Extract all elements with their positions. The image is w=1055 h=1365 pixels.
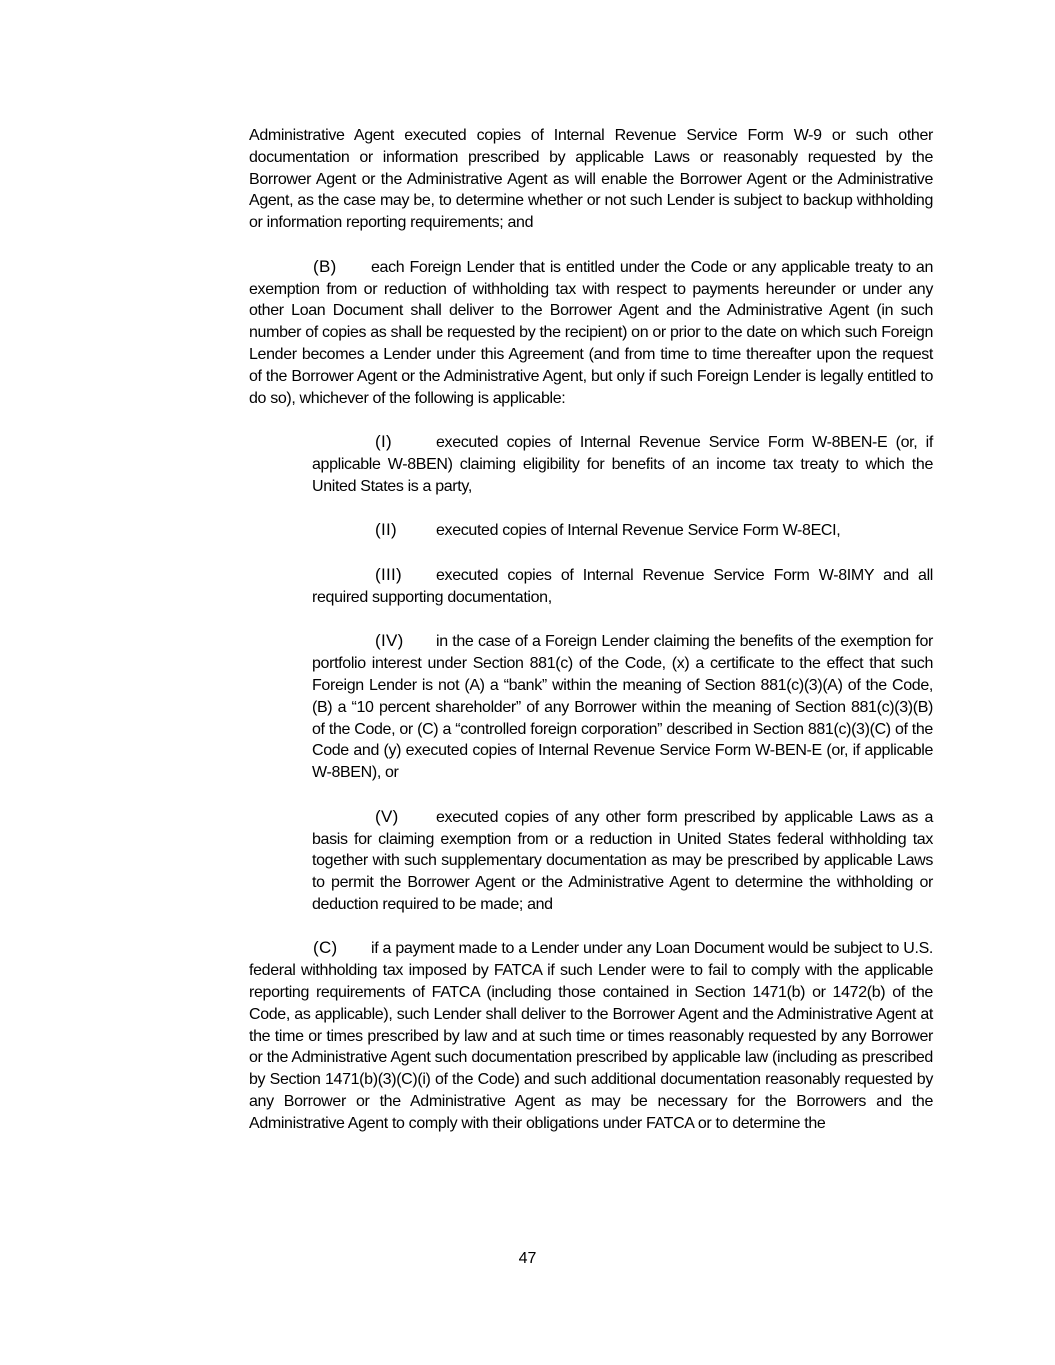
paragraph-text: if a payment made to a Lender under any Loan Document would be subject to U.S. federal withholding tax imposed by FATCA if such Lender were to fail to comply with the applicable reporting requirements of FATCA (including those contained in Section 1471(b) or 1472(b) of the Code, as applicable), such Lender shall deliver to the Borrower Agent and the Administrative Agent at the time or times prescribed by law and at such time or times reasonably requested by any Borrower or the Administrative Agent such documentation prescribed by applicable law (including as prescribed by Section 1471(b)(3)(C)(i) of the Code) and such additional documentation reasonably requested by any Borrower or the Administrative Agent as may be necessary for the Borrowers and the Administrative Agent to comply with their obligations under FATCA or to determine the <box>249 940 933 1132</box>
subparagraph-v <box>312 806 933 916</box>
subparagraph-i <box>312 431 933 497</box>
subparagraph-ii <box>312 519 933 542</box>
subparagraph-iv <box>312 630 933 784</box>
clause-label: (III) <box>375 564 402 584</box>
paragraph-b-foreign-lender <box>249 256 933 410</box>
paragraph-text: each Foreign Lender that is entitled under the Code or any applicable treaty to an exemption from or reduction of withholding tax with respect to payments hereunder or under any other Loan Document shall deliver to the Borrower Agent and the Administrative Agent (in such number of copies as shall be requested by the recipient) on or prior to the date on which such Foreign Lender becomes a Lender under this Agreement (and from time to time thereafter upon the request of the Borrower Agent or the Administrative Agent, but only if such Foreign Lender is legally entitled to do so), whichever of the following is applicable: <box>249 258 933 407</box>
page-number: 47 <box>518 1250 537 1267</box>
clause-label: (V) <box>375 806 399 826</box>
paragraph-c-fatca <box>249 937 933 1134</box>
clause-label: (C) <box>313 938 338 958</box>
paragraph-text: in the case of a Foreign Lender claiming the benefits of the exemption for portfolio interest under Section 881(c) of the Code, (x) a certificate to the effect that such Foreign Lender is not (A) a “bank” within the meaning of Section 881(c)(3)(A) of the Code, (B) a “10 percent shareholder” of any Borrower within the meaning of Section 881(c)(3)(B) of the Code, or (C) a “controlled foreign corporation” described in Section 881(c)(3)(C) of the Code and (y) executed copies of Internal Revenue Service Form W-BEN-E (or, if applicable W-8BEN), or <box>312 633 933 782</box>
paragraph-text: Administrative Agent executed copies of Internal Revenue Service Form W-9 or such other documentation or information prescribed by applicable Laws or reasonably requested by the Borrower Agent or the Administrative Agent as will enable the Borrower Agent or the Administrative Agent, as the case may be, to determine whether or not such Lender is subject to backup withholding or information reporting requirements; and <box>249 127 933 232</box>
clause-label: (II) <box>375 520 397 540</box>
clause-label: (B) <box>313 256 337 276</box>
document-body <box>249 125 933 1135</box>
subparagraph-iii <box>312 564 933 609</box>
paragraph-backup-withholding <box>249 125 933 234</box>
paragraph-text: executed copies of Internal Revenue Service Form W-8BEN-E (or, if applicable W-8BEN) claiming eligibility for benefits of an income tax treaty to which the United States is a party, <box>312 434 933 495</box>
clause-label: (I) <box>375 432 392 452</box>
paragraph-text: executed copies of any other form prescribed by applicable Laws as a basis for claiming exemption from or a reduction in United States federal withholding tax together with such supplementary documentation as may be prescribed by applicable Laws to permit the Borrower Agent or the Administrative Agent to determine the withholding or deduction required to be made; and <box>312 808 933 913</box>
paragraph-text: executed copies of Internal Revenue Service Form W-8ECI, <box>436 522 841 540</box>
paragraph-text: executed copies of Internal Revenue Service Form W-8IMY and all required supporting documentation, <box>312 566 933 606</box>
clause-label: (IV) <box>375 631 404 651</box>
